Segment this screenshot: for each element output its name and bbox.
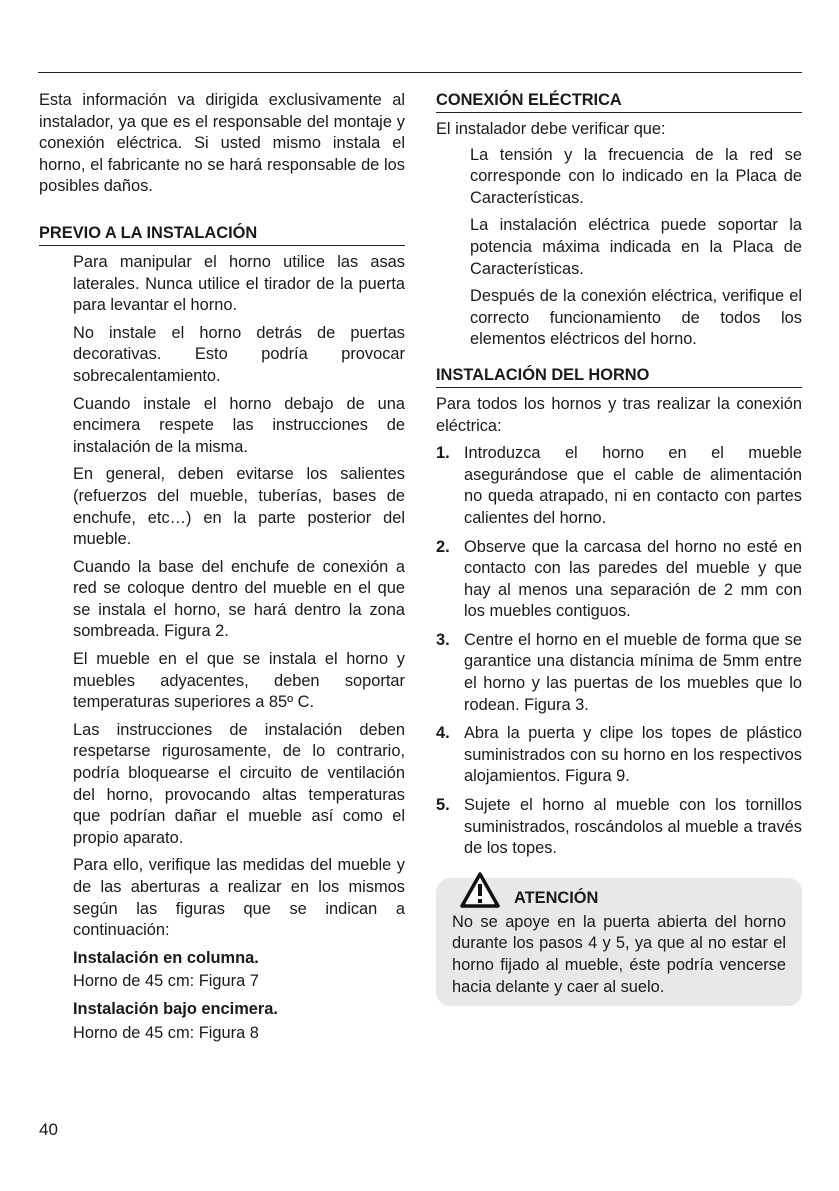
left-column bbox=[39, 90, 405, 1050]
warning-text: No se apoye en la puerta abierta del horno durante los pasos 4 y 5, ya que al no estar el horno fijado al mueble, éste podría vencerse hacia delante y caer al suelo. bbox=[452, 912, 786, 996]
intro-paragraph: Esta información va dirigida exclusivamente al instalador, ya que es el responsable del montaje y conexión eléctrica. Si usted mismo instala el horno, el fabricante no se hará responsable de los posibles daños. bbox=[39, 91, 405, 196]
section-heading-instalacion: INSTALACIÓN DEL HORNO bbox=[436, 365, 802, 388]
inst-intro: Para todos los hornos y tras realizar la conexión eléctrica: bbox=[436, 394, 802, 435]
step-number: 3. bbox=[436, 630, 450, 649]
step-number: 5. bbox=[436, 796, 450, 815]
section-heading-conexion: CONEXIÓN ELÉCTRICA bbox=[436, 90, 802, 113]
page-number: 40 bbox=[39, 1120, 58, 1139]
step-number: 4. bbox=[436, 724, 450, 743]
under-counter-text: Horno de 45 cm: Figura 8 bbox=[73, 1023, 259, 1042]
elec-item: La instalación eléctrica puede soportar la potencia máxima indicada en la Placa de Características. bbox=[470, 216, 802, 278]
step-text: Centre el horno en el mueble de forma que se garantice una distancia mínima de 5mm entre el horno y las puertas de los muebles que lo rodean. Figura 3. bbox=[464, 630, 802, 714]
previo-list bbox=[39, 252, 405, 1044]
install-step bbox=[436, 795, 802, 860]
previo-paragraph: Cuando instale el horno debajo de una encimera respete las instrucciones de instalación de la misma. bbox=[73, 394, 405, 456]
previo-paragraph: Cuando la base del enchufe de conexión a red se coloque dentro del mueble en el que se instala el horno, se hará dentro la zona sombreada. Figura 2. bbox=[73, 557, 405, 641]
previo-paragraph: El mueble en el que se instala el horno y muebles adyacentes, deben soportar temperaturas superiores a 85º C. bbox=[73, 650, 405, 712]
previo-paragraph: En general, deben evitarse los salientes (refuerzos del mueble, tuberías, bases de enchufe, etc…) en la parte posterior del mueble. bbox=[73, 465, 405, 549]
top-rule bbox=[38, 72, 802, 73]
previo-paragraph: Para manipular el horno utilice las asas laterales. Nunca utilice el tirador de la puerta para levantar el horno. bbox=[73, 252, 405, 315]
step-text: Introduzca el horno en el mueble asegurándose que el cable de alimentación no queda atrapado, ni en contacto con partes calientes del horno. bbox=[464, 444, 802, 527]
column-install-text: Horno de 45 cm: Figura 7 bbox=[73, 972, 259, 991]
step-number: 1. bbox=[436, 444, 450, 463]
previo-paragraph: Para ello, verifique las medidas del mueble y de las aberturas a realizar en los mismos según las figuras que se indican a continuación: bbox=[73, 856, 405, 940]
under-counter-title: Instalación bajo encimera. bbox=[73, 999, 278, 1018]
elec-item: Después de la conexión eléctrica, verifique el correcto funcionamiento de todos los elementos eléctricos del horno. bbox=[470, 287, 802, 349]
right-column bbox=[436, 90, 802, 1006]
step-number: 2. bbox=[436, 537, 450, 556]
step-text: Observe que la carcasa del horno no esté en contacto con las paredes del mueble y que hay al menos una separación de 2 mm con los muebles contiguos. bbox=[464, 537, 802, 621]
elec-item: La tensión y la frecuencia de la red se corresponde con lo indicado en la Placa de Características. bbox=[470, 145, 802, 207]
install-step bbox=[436, 723, 802, 788]
previo-paragraph: Las instrucciones de instalación deben respetarse rigurosamente, de lo contrario, podría bloquearse el circuito de ventilación del horno, provocando altas temperaturas que podrían dañar el mueble así como el propio aparato. bbox=[73, 720, 405, 847]
install-step bbox=[436, 443, 802, 529]
warning-title: ATENCIÓN bbox=[514, 888, 599, 907]
install-steps bbox=[436, 443, 802, 860]
section-heading-previo: PREVIO A LA INSTALACIÓN bbox=[39, 223, 405, 246]
warning-box bbox=[436, 878, 802, 1006]
column-install-title: Instalación en columna. bbox=[73, 948, 259, 967]
install-step bbox=[436, 630, 802, 716]
step-text: Sujete el horno al mueble con los tornillos suministrados, roscándolos al mueble a través de los topes. bbox=[464, 796, 802, 858]
elec-intro: El instalador debe verificar que: bbox=[436, 120, 666, 138]
previo-paragraph: No instale el horno detrás de puertas decorativas. Esto podría provocar sobrecalentamiento. bbox=[73, 323, 405, 385]
install-step bbox=[436, 537, 802, 623]
warning-header bbox=[460, 880, 786, 908]
warning-triangle-icon bbox=[460, 872, 500, 908]
step-text: Abra la puerta y clipe los topes de plástico suministrados con su horno en los respectivos alojamientos. Figura 9. bbox=[464, 724, 802, 786]
